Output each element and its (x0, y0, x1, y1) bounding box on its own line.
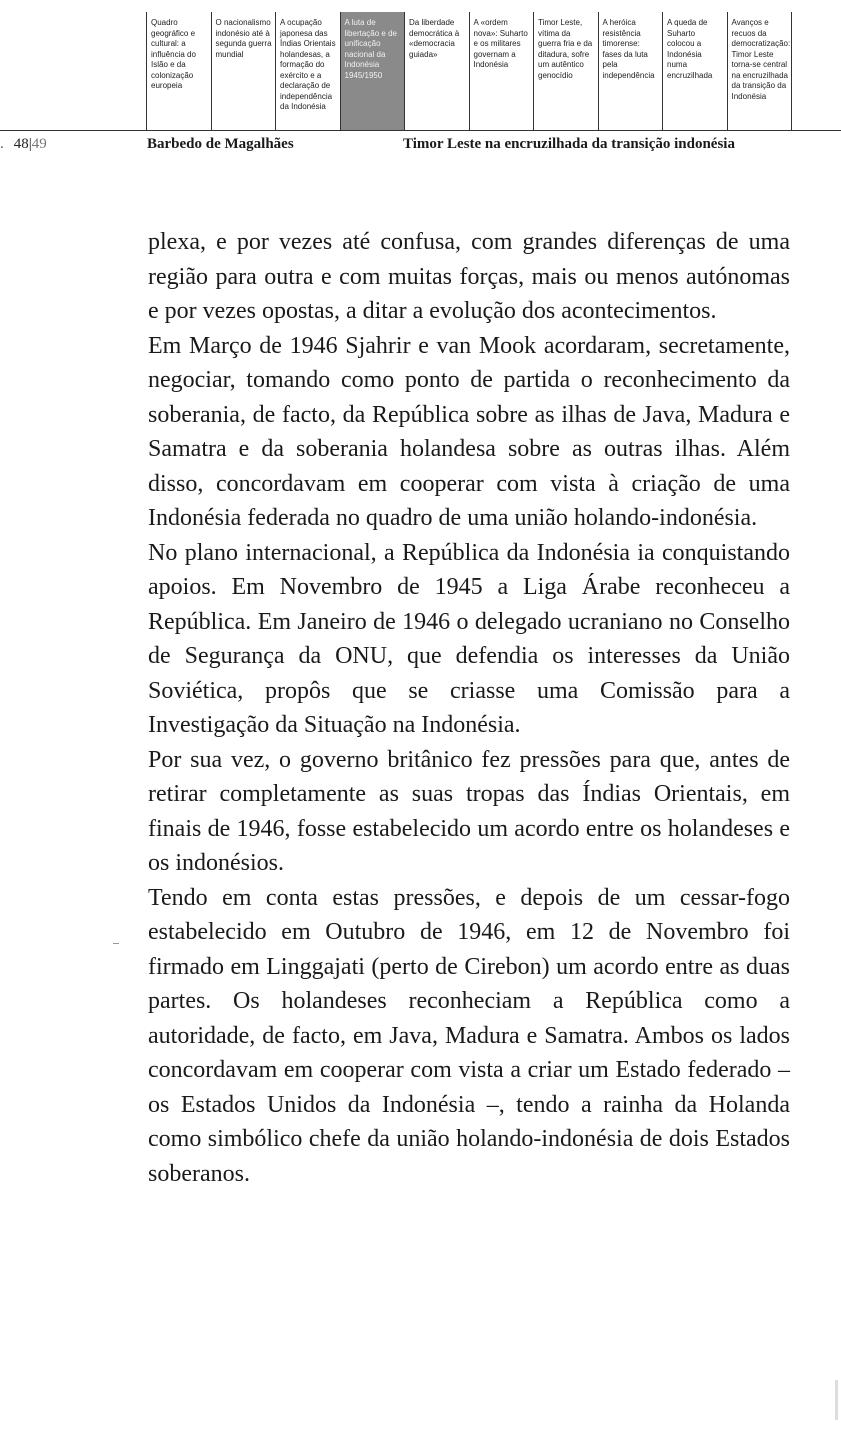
paragraph-5: Tendo em conta estas pressões, e depois de um cessar-fogo estabelecido em Outubro de 1946, em 12 de Novembro foi firmado em Linggajati (perto de Cirebon) um acordo entre as duas partes. Os holandeses reconheciam a República como a autoridade, de facto, em Java, Madura e Samatra. Ambos os lados concordavam em cooperar com vista a criar um Estado federado – os Estados Unidos da Indonésia –, tendo a rainha da Holanda como simbólico chefe da união holando-indonésia de dois Estados soberanos. (148, 884, 790, 1187)
paragraph-4: Por sua vez, o governo britânico fez pressões para que, antes de retirar completamente as suas tropas das Índias Orientais, em finais de 1946, fosse estabelecido um acordo entre os holandeses e os indonésios. (148, 746, 790, 876)
page-numbers (0, 136, 47, 153)
chapter-cell-1: Quadro geográfico e cultural: a influência do Islão e da colonização europeia (147, 12, 212, 130)
body-text (148, 225, 790, 1191)
page-number-right: 49 (31, 136, 47, 152)
chapter-cell-8: A heróica resistência timorense: fases da luta pela independência (599, 12, 664, 130)
paragraph-1: plexa, e por vezes até confusa, com grandes diferenças de uma região para outra e com muitas forças, mais ou menos autónomas e por vezes opostas, a ditar a evolução dos acontecimentos. (148, 229, 790, 324)
chapter-cell-3: A ocupação japonesa das Índias Orientais holandesas, a formação do exército e a declaração de independência da Indonésia (276, 12, 341, 130)
chapter-cell-9: A queda de Suharto colocou a Indonésia numa encruzilhada (663, 12, 728, 130)
margin-mark (113, 943, 119, 944)
chapter-cell-7: Timor Leste, vítima da guerra fria e da ditadura, sofre um autêntico genocídio (534, 12, 599, 130)
page-edge-shadow (835, 1380, 838, 1420)
margin-dot: . (0, 136, 4, 152)
chapter-cell-2: O nacionalismo indonésio até à segunda guerra mundial (212, 12, 277, 130)
paragraph-2: Em Março de 1946 Sjahrir e van Mook acordaram, secretamente, negociar, tomando como ponto de partida o reconhecimento da soberania, de facto, da República sobre as ilhas de Java, Madura e Samatra e da soberania holandesa sobre as outras ilhas. Além disso, concordavam em cooperar com vista à criação de uma Indonésia federada no quadro de uma união holando-indonésia. (148, 332, 790, 531)
chapter-cell-6: A «ordem nova»: Suharto e os militares governam a Indonésia (470, 12, 535, 130)
running-header-title: Timor Leste na encruzilhada da transição indonésia (403, 136, 735, 152)
page-number-separator: | (28, 136, 32, 152)
chapter-cell-5: Da liberdade democrática à «democracia guiada» (405, 12, 470, 130)
running-header-author: Barbedo de Magalhães (147, 136, 294, 152)
chapter-index-strip (146, 12, 792, 131)
chapter-cell-10: Avanços e recuos da democratização: Timor Leste torna-se central na encruzilhada da transição da Indonésia (728, 12, 793, 130)
page-number-left: 48 (13, 136, 29, 152)
chapter-cell-4-current: A luta de libertação e de unificação nacional da Indonésia 1945/1950 (341, 12, 406, 130)
paragraph-3: No plano internacional, a República da Indonésia ia conquistando apoios. Em Novembro de 1945 a Liga Árabe reconheceu a República. Em Janeiro de 1946 o delegado ucraniano no Conselho de Segurança da ONU, que defendia os interesses da União Soviética, propôs que se criasse uma Comissão para a Investigação da Situação na Indonésia. (148, 539, 790, 738)
header-rule (0, 130, 841, 131)
